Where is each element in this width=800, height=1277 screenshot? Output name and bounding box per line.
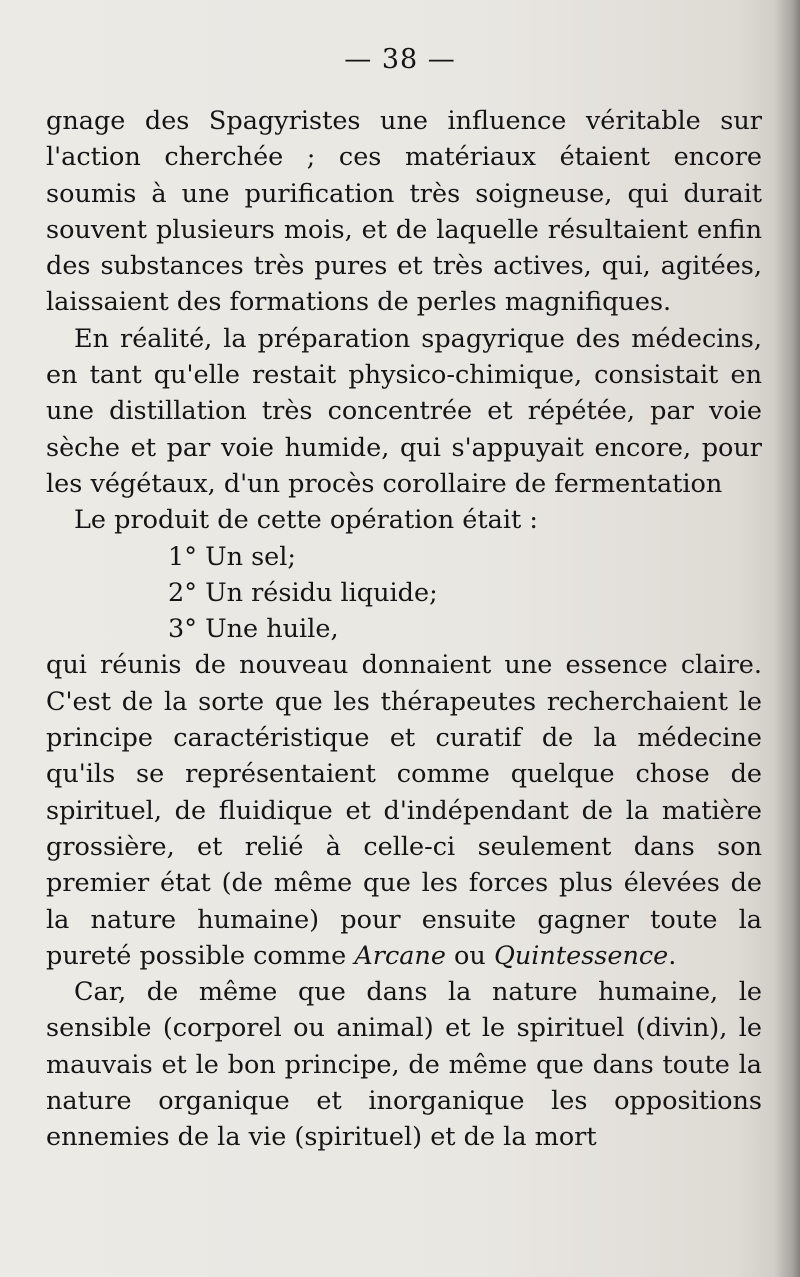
list-item-2: 2° Un résidu liquide; <box>168 577 438 608</box>
page-body <box>46 103 762 1156</box>
paragraph-2: En réalité, la préparation spagyrique des médecins, en tant qu'elle restait physico-chimique, consistait en une distillation très concentrée et répétée, par voie sèche et par voie humide, qui s'appuyait encore, pour les végétaux, d'un procès corollaire de fermentation <box>46 323 762 499</box>
paragraph-4-text: qui réunis de nouveau donnaient une essence claire. C'est de la sorte que les thérapeutes recherchaient le principe caractéristique et curatif de la médecine qu'ils se représentaient comme quelque chose de spirituel, de fluidique et d'indépendant de la matière grossière, et relié à celle-ci seulement dans son premier état (de même que les forces plus élevées de la nature humaine) pour ensuite gagner toute la pureté possible comme <box>46 650 762 971</box>
paragraph-3: Le produit de cette opération était : <box>74 505 538 536</box>
paragraph-4-ou: ou <box>445 940 494 971</box>
paragraph-1: gnage des Spagyristes une influence véritable sur l'action cherchée ; ces matériaux étaient encore soumis à une purification très soigneuse, qui durait souvent plusieurs mois, et de laquelle résultaient enfin des substances très pures et très actives, qui, agitées, laissaient des formations de perles magnifiques. <box>46 106 762 318</box>
quintessence-term: Quintessence <box>493 940 669 971</box>
list-item-1: 1° Un sel; <box>168 541 297 572</box>
arcane-term: Arcane <box>354 940 446 971</box>
list-item-3: 3° Une huile, <box>168 614 339 645</box>
paragraph-4-end: . <box>668 940 677 971</box>
paragraph-4 <box>46 647 762 974</box>
paragraph-5: Car, de même que dans la nature humaine, le sensible (corporel ou animal) et le spirituel (divin), le mauvais et le bon principe, de même que dans toute la nature organique et inorganique les oppositions ennemies de la vie (spirituel) et de la mort <box>46 977 762 1153</box>
spine-shadow <box>774 0 800 1277</box>
page-number: — 38 — <box>344 44 456 75</box>
